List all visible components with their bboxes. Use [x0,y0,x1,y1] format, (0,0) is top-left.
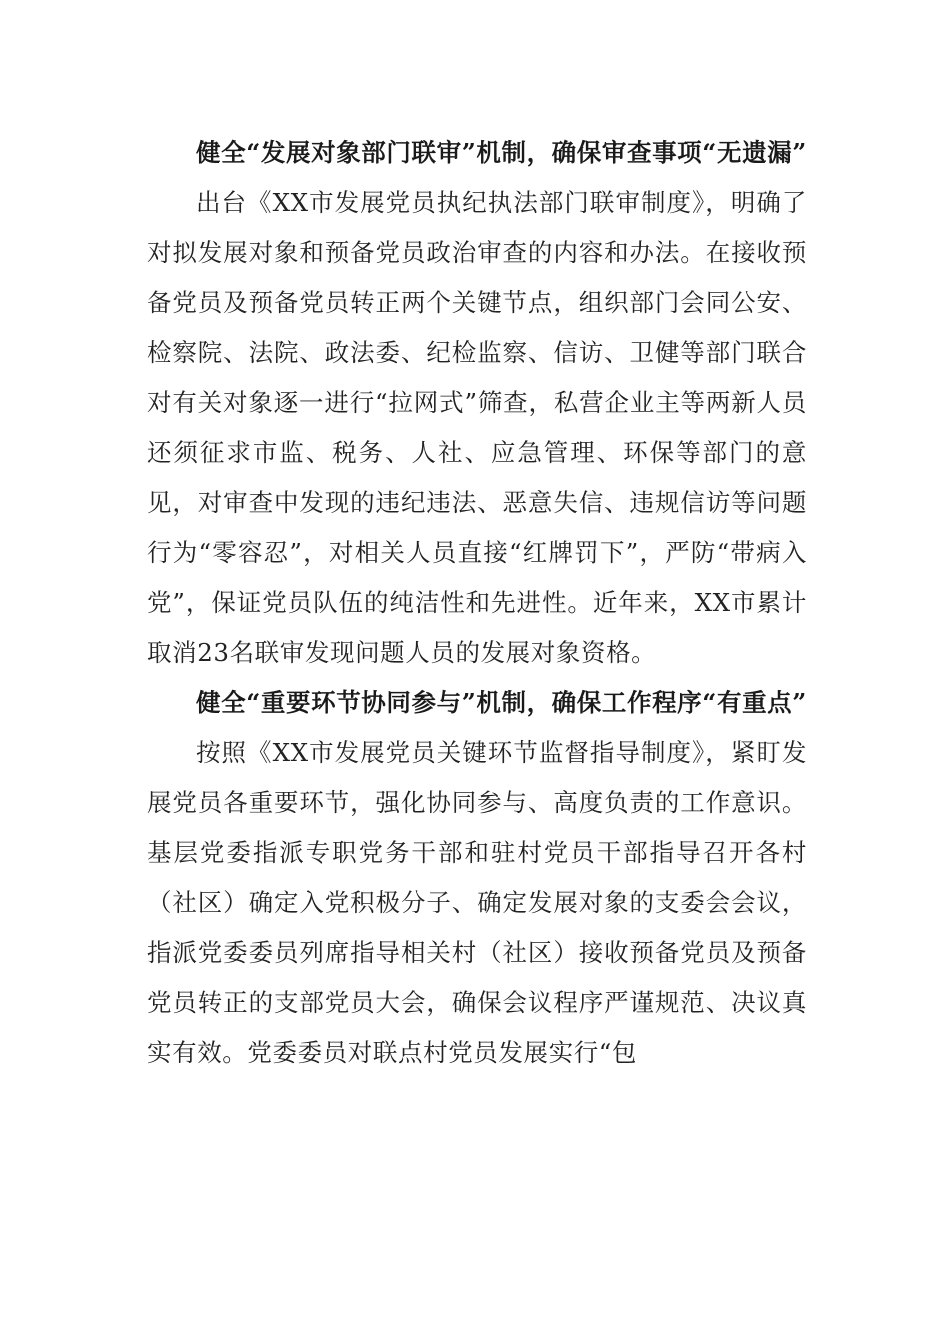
document-content [147,128,807,1078]
section-body-1: 出台《XX市发展党员执纪执法部门联审制度》，明确了对拟发展对象和预备党员政治审查的内容和办法。在接收预备党员及预备党员转正两个关键节点，组织部门会同公安、检察院、法院、政法委、纪检监察、信访、卫健等部门联合对有关对象逐一进行“拉网式”筛查，私营企业主等两新人员还须征求市监、税务、人社、应急管理、环保等部门的意见，对审查中发现的违纪违法、恶意失信、违规信访等问题行为“零容忍”，对相关人员直接“红牌罚下”，严防“带病入党”，保证党员队伍的纯洁性和先进性。近年来，XX市累计取消23名联审发现问题人员的发展对象资格。 [147,188,807,667]
section-heading-2: 健全“重要环节协同参与”机制，确保工作程序“有重点” [196,688,807,717]
section-body-2: 按照《XX市发展党员关键环节监督指导制度》，紧盯发展党员各重要环节，强化协同参与、高度负责的工作意识。基层党委指派专职党务干部和驻村党员干部指导召开各村（社区）确定入党积极分子、确定发展对象的支委会会议，指派党委委员列席指导相关村（社区）接收预备党员及预备党员转正的支部党员大会，确保会议程序严谨规范、决议真实有效。党委委员对联点村党员发展实行“包 [147,738,807,1067]
section-heading-1: 健全“发展对象部门联审”机制，确保审查事项“无遗漏” [196,138,807,167]
